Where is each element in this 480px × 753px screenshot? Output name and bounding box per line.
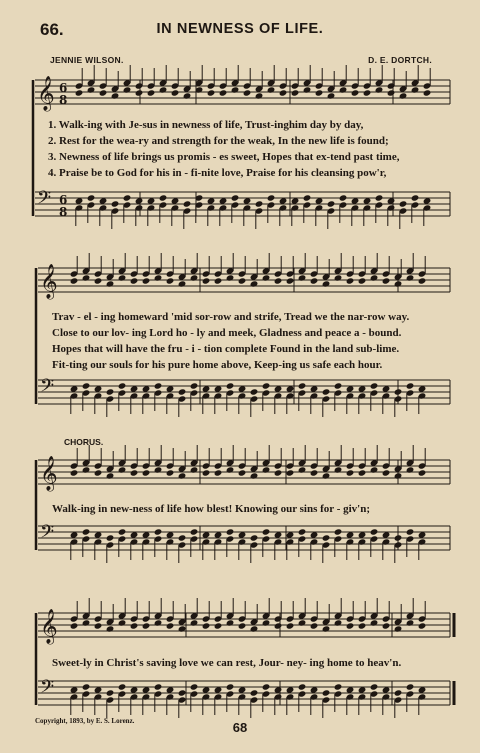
treble-3-note [178,472,187,479]
bass-4-note [106,689,115,696]
treble-4-note [238,622,247,629]
bass-4-note [178,689,187,696]
treble-1-note [363,89,372,96]
bass-4-note [118,683,127,690]
treble-clef-icon: 𝄞 [40,456,58,491]
treble-3-note [238,469,247,476]
time-signature-bottom: 8 [59,93,68,107]
bass-2-note [118,382,127,389]
author-credit: JENNIE WILSON. [50,55,124,65]
treble-2-note [382,277,391,284]
bass-3-note [106,534,115,541]
treble-1-note [255,92,264,99]
treble-4-note [250,625,259,632]
treble-4-note [358,622,367,629]
bass-2-note [106,388,115,395]
treble-2-note [130,277,139,284]
bass-4-note [226,683,235,690]
bass-1-note [159,194,168,201]
treble-4-note [214,622,223,629]
bass-1-note [111,200,120,207]
bass-clef-icon: 𝄢 [40,376,55,401]
treble-2-note [418,277,427,284]
composer-credit: D. E. DORTCH. [368,55,432,65]
bass-4-note [394,689,403,696]
bass-4-note [190,683,199,690]
bass-1-note [375,194,384,201]
treble-3-note [286,469,295,476]
bass-clef-icon: 𝄢 [37,188,52,213]
hymn-number: 66. [40,20,64,39]
treble-2-note [406,274,415,281]
bass-1-note [231,194,240,201]
treble-2-note [214,277,223,284]
hymn-title: IN NEWNESS OF LIFE. [156,21,324,37]
copyright-notice: Copyright, 1893, by E. S. Lorenz. [35,717,135,725]
bass-1-note [303,194,312,201]
bass-4-note [250,689,259,696]
treble-3-note [250,472,259,479]
treble-4-note [130,622,139,629]
bass-3-note [190,528,199,535]
treble-3-note [418,469,427,476]
verse-2-line-2: Close to our lov- ing Lord ho - ly and meek, Gladness and peace a - bound. [52,327,402,339]
page-number: 68 [232,720,248,735]
verse-4-line-1: 4. Praise be to God for his in - fi-nite love, Praise for his cleansing pow'r, [48,167,387,179]
treble-3-note [142,469,151,476]
treble-3-note [334,466,343,473]
verse-2-line-1: 2. Rest for the wea-ry and strength for the weak, In the new life is found; [48,135,389,147]
bass-4-note [154,683,163,690]
treble-4-note [310,622,319,629]
verse-4-line-2: Fit-ting our souls for his pure home above, Keep-ing us safe each hour. [52,359,383,371]
treble-1-note [183,92,192,99]
treble-4-note [382,622,391,629]
treble-4-note [226,619,235,626]
bass-2-note [394,388,403,395]
treble-3-note [82,466,91,473]
treble-1-note [387,89,396,96]
treble-1-note [219,89,228,96]
bass-2-note [226,382,235,389]
verse-1-line-2: Trav - el - ing homeward 'mid sor-row and strife, Tread we the nar-row way. [52,311,410,323]
treble-2-note [262,274,271,281]
bass-3-note [178,534,187,541]
treble-4-note [94,622,103,629]
treble-4-note [190,619,199,626]
bass-2-note [298,382,307,389]
treble-4-note [178,625,187,632]
treble-2-note [178,280,187,287]
treble-1-note [291,89,300,96]
treble-4-note [106,625,115,632]
treble-2-note [70,277,79,284]
treble-3-note [70,469,79,476]
bass-1-note [399,200,408,207]
treble-2-note [94,277,103,284]
bass-3-note [370,528,379,535]
treble-1-note [123,86,132,93]
treble-3-note [358,469,367,476]
treble-4-note [346,622,355,629]
bass-4-note [370,683,379,690]
bass-1-note [255,200,264,207]
treble-2-note [298,274,307,281]
treble-4-note [274,622,283,629]
bass-1-note [267,194,276,201]
treble-2-note [166,277,175,284]
treble-3-note [310,469,319,476]
bass-clef-icon: 𝄢 [40,522,55,547]
bass-2-note [190,382,199,389]
bass-3-note [250,534,259,541]
treble-1-note [111,92,120,99]
treble-1-note [231,86,240,93]
bass-1-note [183,200,192,207]
verse-1-line-1: 1. Walk-ing with Je-sus in newness of life, Trust-inghim day by day, [48,119,364,131]
treble-2-note [226,274,235,281]
treble-3-note [190,466,199,473]
bass-2-note [262,382,271,389]
treble-1-note [267,86,276,93]
treble-3-note [262,466,271,473]
treble-3-note [154,466,163,473]
treble-4-note [202,622,211,629]
bass-2-note [406,382,415,389]
bass-3-note [226,528,235,535]
treble-4-note [322,625,331,632]
treble-3-note [202,469,211,476]
treble-1-note [279,89,288,96]
treble-1-note [207,89,216,96]
treble-4-note [334,619,343,626]
treble-3-note [94,469,103,476]
treble-1-note [411,86,420,93]
treble-3-note [130,469,139,476]
bass-1-note [411,194,420,201]
treble-1-note [159,86,168,93]
treble-3-note [346,469,355,476]
treble-2-note [106,280,115,287]
verse-3-line-1: 3. Newness of life brings us promis - es sweet, Hopes that ex-tend past time, [48,151,400,163]
treble-3-note [394,472,403,479]
bass-3-note [394,534,403,541]
treble-3-note [226,466,235,473]
treble-1-note [87,86,96,93]
treble-1-note [339,86,348,93]
treble-1-note [147,89,156,96]
bass-2-note [370,382,379,389]
bass-4-note [82,683,91,690]
treble-1-note [423,89,432,96]
treble-4-note [286,622,295,629]
treble-2-note [202,277,211,284]
bass-2-note [82,382,91,389]
treble-1-note [375,86,384,93]
bass-4-note [322,689,331,696]
treble-3-note [298,466,307,473]
treble-1-note [399,92,408,99]
treble-4-note [166,622,175,629]
chorus-label: CHORUS. [64,437,104,447]
treble-4-note [142,622,151,629]
treble-2-note [250,280,259,287]
treble-2-note [370,274,379,281]
treble-2-note [142,277,151,284]
bass-3-note [406,528,415,535]
bass-2-note [154,382,163,389]
treble-2-note [82,274,91,281]
treble-1-note [351,89,360,96]
bass-3-note [82,528,91,535]
treble-2-note [346,277,355,284]
bass-3-note [154,528,163,535]
bass-3-note [298,528,307,535]
bass-3-note [262,528,271,535]
treble-3-note [382,469,391,476]
treble-1-note [327,92,336,99]
bass-2-note [178,388,187,395]
time-signature-top: 6 [59,81,68,95]
bass-3-note [118,528,127,535]
treble-2-note [286,277,295,284]
chorus-line-2: Sweet-ly in Christ's saving love we can rest, Jour- ney- ing home to heav'n. [52,657,402,669]
treble-1-note [315,89,324,96]
bass-1-note [339,194,348,201]
treble-2-note [394,280,403,287]
treble-3-note [166,469,175,476]
treble-1-note [171,89,180,96]
treble-4-note [370,619,379,626]
bass-1-note [327,200,336,207]
treble-3-note [118,466,127,473]
treble-4-note [394,625,403,632]
treble-clef-icon: 𝄞 [40,609,58,644]
treble-1-note [303,86,312,93]
treble-4-note [406,619,415,626]
bass-4-note [262,683,271,690]
bass-2-note [322,388,331,395]
verse-3-line-2: Hopes that will have the fru - i - tion complete Found in the land sub-lime. [52,343,400,355]
treble-3-note [106,472,115,479]
bass-2-note [334,382,343,389]
treble-2-note [118,274,127,281]
treble-4-note [262,619,271,626]
treble-3-note [406,466,415,473]
time-signature-bottom: 8 [59,205,68,219]
treble-2-note [274,277,283,284]
bass-3-note [334,528,343,535]
bass-4-note [298,683,307,690]
treble-4-note [70,622,79,629]
treble-clef-icon: 𝄞 [37,76,55,111]
bass-4-note [334,683,343,690]
treble-4-note [154,619,163,626]
treble-3-note [322,472,331,479]
treble-3-note [370,466,379,473]
treble-4-note [418,622,427,629]
treble-4-note [118,619,127,626]
treble-3-note [214,469,223,476]
treble-3-note [274,469,283,476]
bass-clef-icon: 𝄢 [40,677,55,702]
treble-clef-icon: 𝄞 [40,264,58,299]
treble-2-note [322,280,331,287]
bass-3-note [322,534,331,541]
bass-2-note [250,388,259,395]
treble-2-note [310,277,319,284]
treble-2-note [334,274,343,281]
treble-4-note [82,619,91,626]
bass-1-note [87,194,96,201]
treble-1-note [75,89,84,96]
treble-4-note [298,619,307,626]
treble-2-note [358,277,367,284]
treble-2-note [238,277,247,284]
treble-1-note [243,89,252,96]
bass-4-note [406,683,415,690]
treble-1-note [135,89,144,96]
treble-1-note [99,89,108,96]
time-signature-top: 6 [59,193,68,207]
bass-1-note [123,194,132,201]
treble-2-note [154,274,163,281]
treble-2-note [190,274,199,281]
chorus-line-1: Walk-ing in new-ness of life how blest! Knowing our sins for - giv'n; [52,503,371,515]
